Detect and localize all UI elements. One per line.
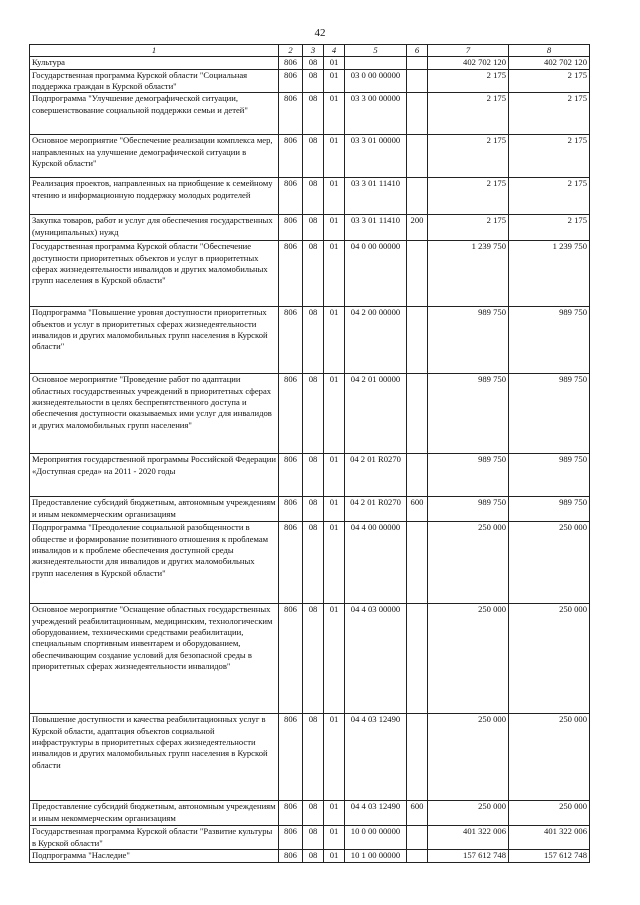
row-cell-c3: 08	[303, 714, 324, 801]
col-header: 6	[407, 45, 428, 57]
row-cell-c7: 250 000	[428, 522, 509, 604]
row-cell-c7: 250 000	[428, 604, 509, 714]
row-cell-c5: 04 4 03 00000	[345, 604, 407, 714]
row-cell-c2: 806	[279, 241, 303, 307]
budget-table	[29, 44, 590, 863]
row-cell-c7: 989 750	[428, 307, 509, 374]
row-cell-c5: 04 2 00 00000	[345, 307, 407, 374]
row-cell-c3: 08	[303, 374, 324, 454]
row-cell-c3: 08	[303, 497, 324, 522]
row-cell-c8: 157 612 748	[509, 850, 590, 863]
row-cell-c5: 10 0 00 00000	[345, 826, 407, 850]
row-cell-c8: 402 702 120	[509, 57, 590, 69]
row-cell-c6	[407, 241, 428, 307]
row-cell-c6	[407, 135, 428, 178]
row-cell-c5: 04 4 00 00000	[345, 522, 407, 604]
row-cell-c6	[407, 307, 428, 374]
row-cell-c5: 03 3 01 11410	[345, 215, 407, 241]
row-cell-c5: 04 4 03 12490	[345, 714, 407, 801]
row-cell-c6: 200	[407, 215, 428, 241]
row-name-cell: Предоставление субсидий бюджетным, автономным учреждениям и иным некоммерческим организациям	[30, 497, 279, 522]
col-header: 1	[30, 45, 279, 57]
row-cell-c3: 08	[303, 69, 324, 93]
row-cell-c5: 10 1 00 00000	[345, 850, 407, 863]
table-row	[30, 69, 590, 93]
row-cell-c2: 806	[279, 57, 303, 69]
row-cell-c7: 2 175	[428, 178, 509, 215]
row-cell-c2: 806	[279, 826, 303, 850]
row-cell-c5	[345, 57, 407, 69]
row-cell-c7: 250 000	[428, 801, 509, 826]
row-cell-c4: 01	[324, 374, 345, 454]
row-cell-c5: 03 0 00 00000	[345, 69, 407, 93]
row-name-cell: Основное мероприятие "Обеспечение реализации комплекса мер, направленных на улучшение демографической ситуации в Курской области"	[30, 135, 279, 178]
col-header: 7	[428, 45, 509, 57]
row-cell-c3: 08	[303, 454, 324, 497]
row-cell-c8: 250 000	[509, 522, 590, 604]
row-cell-c3: 08	[303, 826, 324, 850]
row-name-cell: Государственная программа Курской области "Развитие культуры в Курской области"	[30, 826, 279, 850]
row-cell-c2: 806	[279, 801, 303, 826]
row-cell-c8: 250 000	[509, 714, 590, 801]
table-row	[30, 714, 590, 801]
row-cell-c4: 01	[324, 826, 345, 850]
row-cell-c4: 01	[324, 93, 345, 135]
row-cell-c3: 08	[303, 850, 324, 863]
row-cell-c5: 04 4 03 12490	[345, 801, 407, 826]
row-name-cell: Закупка товаров, работ и услуг для обеспечения государственных (муниципальных) нужд	[30, 215, 279, 241]
table-row	[30, 522, 590, 604]
row-cell-c6: 600	[407, 801, 428, 826]
row-cell-c2: 806	[279, 135, 303, 178]
row-cell-c4: 01	[324, 714, 345, 801]
row-cell-c2: 806	[279, 497, 303, 522]
table-row	[30, 801, 590, 826]
row-cell-c7: 401 322 006	[428, 826, 509, 850]
row-cell-c3: 08	[303, 135, 324, 178]
row-cell-c3: 08	[303, 801, 324, 826]
row-cell-c2: 806	[279, 69, 303, 93]
row-name-cell: Предоставление субсидий бюджетным, автономным учреждениям и иным некоммерческим организациям	[30, 801, 279, 826]
row-cell-c4: 01	[324, 69, 345, 93]
col-header: 2	[279, 45, 303, 57]
row-cell-c8: 2 175	[509, 215, 590, 241]
table-row	[30, 307, 590, 374]
table-row	[30, 454, 590, 497]
table-row	[30, 850, 590, 863]
row-cell-c3: 08	[303, 215, 324, 241]
row-name-cell: Подпрограмма "Наследие"	[30, 850, 279, 863]
row-cell-c6	[407, 522, 428, 604]
row-cell-c2: 806	[279, 850, 303, 863]
row-cell-c2: 806	[279, 307, 303, 374]
col-header: 4	[324, 45, 345, 57]
row-cell-c4: 01	[324, 135, 345, 178]
row-cell-c8: 989 750	[509, 497, 590, 522]
row-cell-c3: 08	[303, 307, 324, 374]
row-cell-c3: 08	[303, 241, 324, 307]
row-cell-c2: 806	[279, 374, 303, 454]
row-cell-c5: 03 3 01 11410	[345, 178, 407, 215]
row-cell-c7: 402 702 120	[428, 57, 509, 69]
row-cell-c5: 04 2 01 R0270	[345, 497, 407, 522]
row-cell-c8: 989 750	[509, 454, 590, 497]
row-cell-c8: 989 750	[509, 374, 590, 454]
row-cell-c5: 03 3 00 00000	[345, 93, 407, 135]
row-name-cell: Культура	[30, 57, 279, 69]
row-cell-c7: 2 175	[428, 69, 509, 93]
row-cell-c8: 989 750	[509, 307, 590, 374]
row-cell-c6	[407, 850, 428, 863]
row-cell-c8: 2 175	[509, 69, 590, 93]
table-row	[30, 374, 590, 454]
row-cell-c7: 989 750	[428, 374, 509, 454]
row-cell-c3: 08	[303, 604, 324, 714]
row-cell-c6: 600	[407, 497, 428, 522]
row-cell-c3: 08	[303, 93, 324, 135]
row-name-cell: Подпрограмма "Улучшение демографической ситуации, совершенствование социальной поддержки семьи и детей"	[30, 93, 279, 135]
row-name-cell: Реализация проектов, направленных на приобщение к семейному чтению и информационную поддержку молодых родителей	[30, 178, 279, 215]
row-cell-c6	[407, 454, 428, 497]
row-cell-c4: 01	[324, 604, 345, 714]
table-row	[30, 826, 590, 850]
row-cell-c5: 04 2 01 00000	[345, 374, 407, 454]
table-row	[30, 135, 590, 178]
row-cell-c3: 08	[303, 57, 324, 69]
row-name-cell: Подпрограмма "Преодоление социальной разобщенности в обществе и формирование позитивного отношения к проблемам инвалидов и к проблеме обеспечения доступной среды жизнедеятельности для инвалидов и других маломобильных групп населения в Курской области"	[30, 522, 279, 604]
row-cell-c4: 01	[324, 178, 345, 215]
row-cell-c4: 01	[324, 215, 345, 241]
row-cell-c8: 250 000	[509, 801, 590, 826]
row-cell-c7: 250 000	[428, 714, 509, 801]
row-cell-c2: 806	[279, 604, 303, 714]
row-cell-c4: 01	[324, 57, 345, 69]
row-name-cell: Основное мероприятие "Оснащение областных государственных учреждений реабилитационным, медицинским, технологическим оборудованием, техническими средствами реабилитации, специальным спортивным инвентарем и оборудованием, обеспечивающим создание условий для безопасной среды в приоритетных сферах жизнедеятельности инвалидов"	[30, 604, 279, 714]
row-cell-c6	[407, 604, 428, 714]
row-cell-c8: 2 175	[509, 135, 590, 178]
row-cell-c6	[407, 826, 428, 850]
row-name-cell: Государственная программа Курской области "Обеспечение доступности приоритетных объектов и услуг в приоритетных сферах жизнедеятельности инвалидов и других маломобильных групп населения в Курской области"	[30, 241, 279, 307]
table-row	[30, 604, 590, 714]
row-cell-c7: 2 175	[428, 135, 509, 178]
row-cell-c8: 401 322 006	[509, 826, 590, 850]
row-name-cell: Повышение доступности и качества реабилитационных услуг в Курской области, адаптация объектов социальной инфраструктуры в приоритетных сферах жизнедеятельности инвалидов и других маломобильных групп населения в Курской области	[30, 714, 279, 801]
row-name-cell: Подпрограмма "Повышение уровня доступности приоритетных объектов и услуг в приоритетных сферах жизнедеятельности инвалидов и других маломобильных групп населения в Курской области"	[30, 307, 279, 374]
row-cell-c2: 806	[279, 215, 303, 241]
table-row	[30, 497, 590, 522]
col-header: 8	[509, 45, 590, 57]
row-cell-c8: 250 000	[509, 604, 590, 714]
row-cell-c3: 08	[303, 178, 324, 215]
row-cell-c6	[407, 178, 428, 215]
row-cell-c5: 04 0 00 00000	[345, 241, 407, 307]
row-cell-c8: 2 175	[509, 93, 590, 135]
row-cell-c5: 03 3 01 00000	[345, 135, 407, 178]
row-name-cell: Основное мероприятие "Проведение работ по адаптации областных государственных учреждений в приоритетных сферах жизнедеятельности в целях беспрепятственного доступа и обеспечения доступности оказываемых ими услуг для инвалидов и других маломобильных групп населения"	[30, 374, 279, 454]
row-name-cell: Мероприятия государственной программы Российской Федерации «Доступная среда» на 2011 - 2020 годы	[30, 454, 279, 497]
row-cell-c4: 01	[324, 850, 345, 863]
row-cell-c7: 1 239 750	[428, 241, 509, 307]
row-cell-c6	[407, 57, 428, 69]
table-row	[30, 93, 590, 135]
row-cell-c7: 989 750	[428, 497, 509, 522]
col-header: 3	[303, 45, 324, 57]
row-cell-c8: 2 175	[509, 178, 590, 215]
row-cell-c6	[407, 69, 428, 93]
table-row	[30, 57, 590, 69]
row-cell-c6	[407, 374, 428, 454]
row-cell-c7: 2 175	[428, 93, 509, 135]
row-cell-c4: 01	[324, 801, 345, 826]
row-cell-c7: 989 750	[428, 454, 509, 497]
row-cell-c4: 01	[324, 522, 345, 604]
row-cell-c4: 01	[324, 307, 345, 374]
row-cell-c6	[407, 714, 428, 801]
row-cell-c3: 08	[303, 522, 324, 604]
row-cell-c4: 01	[324, 241, 345, 307]
col-header: 5	[345, 45, 407, 57]
row-cell-c6	[407, 93, 428, 135]
table-row	[30, 241, 590, 307]
row-cell-c8: 1 239 750	[509, 241, 590, 307]
row-cell-c4: 01	[324, 497, 345, 522]
row-cell-c2: 806	[279, 522, 303, 604]
row-cell-c7: 157 612 748	[428, 850, 509, 863]
table-row	[30, 178, 590, 215]
row-cell-c2: 806	[279, 714, 303, 801]
table-header-row	[30, 45, 590, 57]
row-cell-c7: 2 175	[428, 215, 509, 241]
row-name-cell: Государственная программа Курской области "Социальная поддержка граждан в Курской области"	[30, 69, 279, 93]
page-number: 42	[314, 27, 326, 39]
row-cell-c5: 04 2 01 R0270	[345, 454, 407, 497]
row-cell-c2: 806	[279, 454, 303, 497]
row-cell-c2: 806	[279, 93, 303, 135]
row-cell-c4: 01	[324, 454, 345, 497]
table-row	[30, 215, 590, 241]
row-cell-c2: 806	[279, 178, 303, 215]
